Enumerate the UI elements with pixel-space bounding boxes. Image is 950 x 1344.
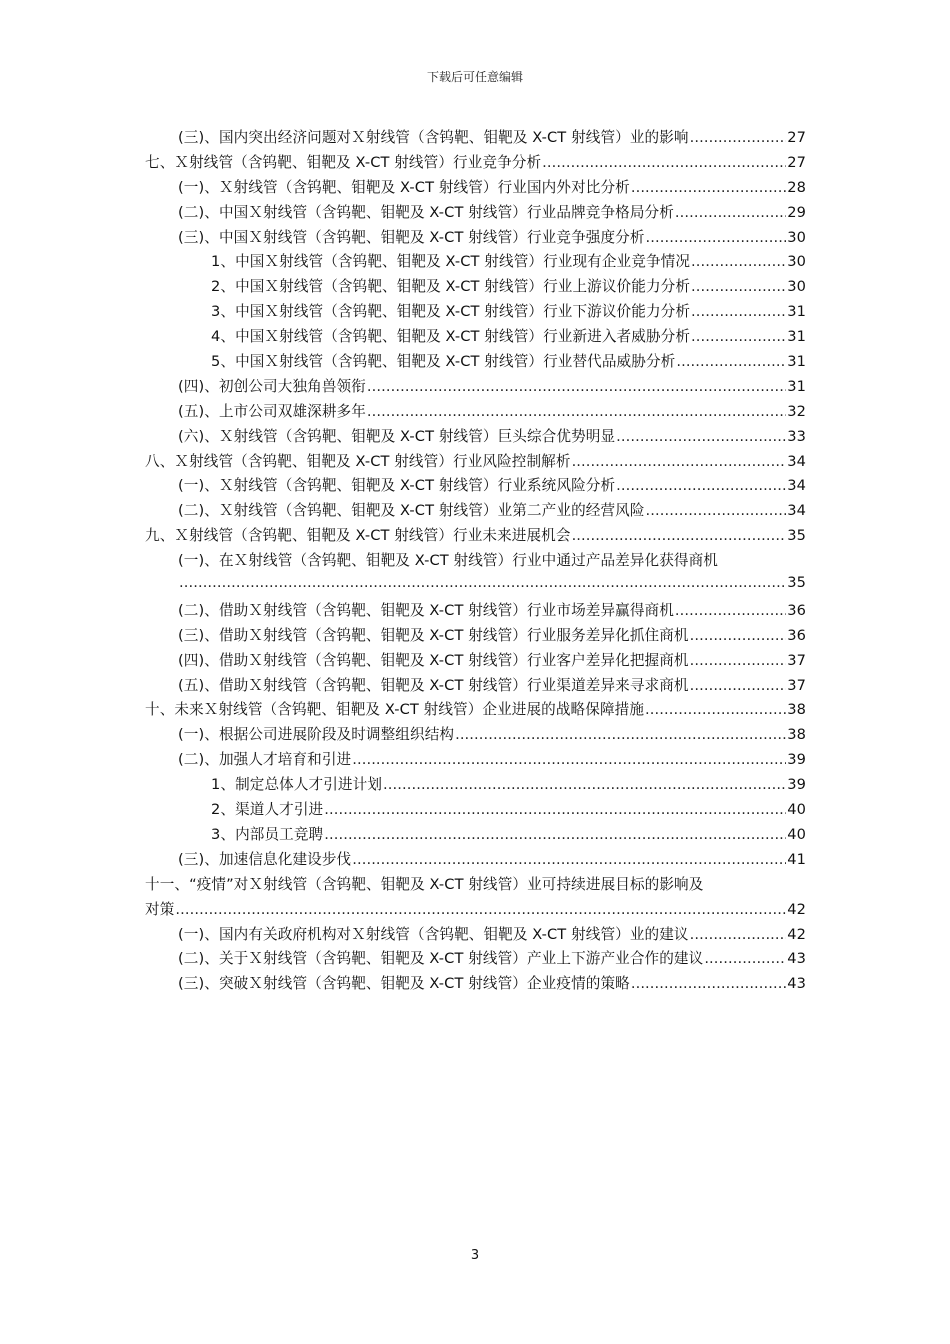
toc-entry[interactable] <box>145 549 806 574</box>
toc-page-number: 42 <box>787 900 806 918</box>
toc-entry-title: 1、制定总体人才引进计划 <box>211 776 383 794</box>
dot-leader <box>691 328 786 345</box>
dot-leader <box>691 278 786 295</box>
toc-entry-title: 七、Ｘ射线管（含钨靶、钼靶及 X-CT 射线管）行业竞争分析 <box>145 153 542 171</box>
toc-page-number: 30 <box>787 253 806 271</box>
toc-entry-title: (二)、加强人才培育和引进 <box>178 751 352 769</box>
toc-page-number: 30 <box>787 278 806 296</box>
toc-entry-title: (五)、上市公司双雄深耕多年 <box>178 402 366 420</box>
toc-entry-title: (三)、国内突出经济问题对Ｘ射线管（含钨靶、钼靶及 X-CT 射线管）业的影响 <box>178 129 689 146</box>
toc-entry[interactable] <box>145 972 806 997</box>
toc-entry[interactable] <box>145 848 806 873</box>
page-number: 3 <box>470 1248 480 1263</box>
dot-leader <box>690 926 787 943</box>
dot-leader <box>646 229 787 246</box>
toc-entry[interactable] <box>145 773 806 798</box>
toc-page-number: 41 <box>787 850 806 868</box>
dot-leader <box>676 353 786 370</box>
toc-entry-title: (五)、借助Ｘ射线管（含钨靶、钼靶及 X-CT 射线管）行业渠道差异来寻求商机 <box>178 676 689 694</box>
toc-entry[interactable] <box>145 176 806 201</box>
toc-entry[interactable] <box>145 350 806 375</box>
dot-leader <box>675 602 786 619</box>
toc-page-number: 33 <box>787 427 806 445</box>
dot-leader <box>572 453 787 470</box>
toc-entry[interactable] <box>145 300 806 325</box>
toc-entry-continuation[interactable] <box>145 574 806 599</box>
toc-entry-title: 1、中国Ｘ射线管（含钨靶、钼靶及 X-CT 射线管）行业现有企业竞争情况 <box>211 253 691 271</box>
toc-page-number: 39 <box>787 751 806 769</box>
toc-page-number: 38 <box>787 726 806 744</box>
toc-entry-title: (四)、初创公司大独角兽领衔 <box>178 377 366 395</box>
toc-entry[interactable] <box>145 723 806 748</box>
toc-entry-title: 3、中国Ｘ射线管（含钨靶、钼靶及 X-CT 射线管）行业下游议价能力分析 <box>211 303 691 321</box>
toc-entry-title-cont: 对策 <box>145 900 175 918</box>
toc-entry[interactable] <box>145 375 806 400</box>
toc-entry[interactable] <box>145 748 806 773</box>
toc-entry[interactable] <box>145 823 806 848</box>
toc-entry-title: (三)、中国Ｘ射线管（含钨靶、钼靶及 X-CT 射线管）行业竞争强度分析 <box>178 228 645 246</box>
toc-page-number: 34 <box>787 502 806 520</box>
toc-entry[interactable] <box>145 400 806 425</box>
toc-page-number: 38 <box>787 701 806 719</box>
toc-entry-continuation[interactable] <box>145 898 806 923</box>
toc-page-number: 31 <box>787 377 806 395</box>
toc-entry-title: 3、内部员工竞聘 <box>211 825 324 843</box>
toc-entry[interactable] <box>145 674 806 699</box>
toc-entry[interactable] <box>145 201 806 226</box>
toc-page-number: 43 <box>787 950 806 968</box>
toc-entry-title: (一)、根据公司进展阶段及时调整组织结构 <box>178 726 455 744</box>
toc-entry-title: (二)、中国Ｘ射线管（含钨靶、钼靶及 X-CT 射线管）行业品牌竞争格局分析 <box>178 203 674 221</box>
toc-page-number: 35 <box>787 527 806 545</box>
toc-page-number: 31 <box>787 353 806 371</box>
dot-leader <box>324 801 786 818</box>
dot-leader <box>690 652 787 669</box>
toc-entry[interactable] <box>145 524 806 549</box>
toc-entry[interactable] <box>145 499 806 524</box>
dot-leader <box>175 901 786 918</box>
toc-page-number: 39 <box>787 776 806 794</box>
table-of-contents <box>145 126 806 997</box>
toc-entry-title: (六)、Ｘ射线管（含钨靶、钼靶及 X-CT 射线管）巨头综合优势明显 <box>178 427 616 445</box>
toc-entry-title: 十一、“疫情”对Ｘ射线管（含钨靶、钼靶及 X-CT 射线管）业可持续进展目标的影响及 <box>145 875 704 893</box>
dot-leader <box>542 154 786 171</box>
page-header: 下载后可任意编辑 <box>426 70 523 84</box>
toc-entry-title: 4、中国Ｘ射线管（含钨靶、钼靶及 X-CT 射线管）行业新进入者威胁分析 <box>211 328 691 346</box>
toc-entry-title: (三)、突破Ｘ射线管（含钨靶、钼靶及 X-CT 射线管）企业疫情的策略 <box>178 975 630 993</box>
toc-entry-title: 十、未来Ｘ射线管（含钨靶、钼靶及 X-CT 射线管）企业进展的战略保障措施 <box>145 701 645 719</box>
toc-page-number: 35 <box>787 574 806 592</box>
toc-page-number: 36 <box>787 601 806 619</box>
toc-entry-title: (三)、加速信息化建设步伐 <box>178 850 352 868</box>
toc-entry[interactable] <box>145 599 806 624</box>
dot-leader <box>691 253 786 270</box>
dot-leader <box>691 303 786 320</box>
dot-leader <box>690 627 787 644</box>
toc-entry-title: 2、中国Ｘ射线管（含钨靶、钼靶及 X-CT 射线管）行业上游议价能力分析 <box>211 278 691 296</box>
toc-entry[interactable] <box>145 151 806 176</box>
toc-entry[interactable] <box>145 798 806 823</box>
toc-entry-title: (二)、借助Ｘ射线管（含钨靶、钼靶及 X-CT 射线管）行业市场差异赢得商机 <box>178 601 674 619</box>
toc-entry-title: 九、Ｘ射线管（含钨靶、钼靶及 X-CT 射线管）行业未来进展机会 <box>145 527 571 545</box>
toc-page-number: 28 <box>787 178 806 196</box>
toc-entry[interactable] <box>145 698 806 723</box>
toc-entry[interactable] <box>145 425 806 450</box>
toc-entry[interactable] <box>145 250 806 275</box>
toc-entry[interactable] <box>145 474 806 499</box>
toc-entry[interactable] <box>145 226 806 251</box>
dot-leader <box>631 975 786 992</box>
toc-page-number: 27 <box>787 129 806 146</box>
toc-page-number: 40 <box>787 801 806 819</box>
toc-entry[interactable] <box>145 873 806 898</box>
toc-page-number: 43 <box>787 975 806 993</box>
dot-leader <box>352 751 786 768</box>
toc-entry[interactable] <box>145 947 806 972</box>
toc-entry-title: (四)、借助Ｘ射线管（含钨靶、钼靶及 X-CT 射线管）行业客户差异化把握商机 <box>178 651 689 669</box>
toc-entry[interactable] <box>145 450 806 475</box>
dot-leader <box>675 204 786 221</box>
toc-page-number: 30 <box>787 228 806 246</box>
toc-page-number: 37 <box>787 676 806 694</box>
toc-entry-title: (一)、Ｘ射线管（含钨靶、钼靶及 X-CT 射线管）行业国内外对比分析 <box>178 178 630 196</box>
toc-page-number: 40 <box>787 825 806 843</box>
toc-page-number: 31 <box>787 328 806 346</box>
toc-entry[interactable] <box>145 126 806 151</box>
toc-page-number: 27 <box>787 153 806 171</box>
toc-entry[interactable] <box>145 649 806 674</box>
dot-leader <box>616 477 786 494</box>
dot-leader <box>383 776 786 793</box>
dot-leader <box>631 179 786 196</box>
toc-entry-title: (二)、Ｘ射线管（含钨靶、钼靶及 X-CT 射线管）业第二产业的经营风险 <box>178 502 645 520</box>
dot-leader <box>572 527 787 544</box>
toc-entry-title: 2、渠道人才引进 <box>211 801 324 819</box>
toc-page-number: 34 <box>787 452 806 470</box>
dot-leader <box>179 574 786 591</box>
dot-leader <box>690 677 787 694</box>
dot-leader <box>646 502 787 519</box>
toc-page-number: 36 <box>787 626 806 644</box>
dot-leader <box>704 950 786 967</box>
toc-page-number: 37 <box>787 651 806 669</box>
toc-entry-title: 八、Ｘ射线管（含钨靶、钼靶及 X-CT 射线管）行业风险控制解析 <box>145 452 571 470</box>
toc-entry-title: (一)、Ｘ射线管（含钨靶、钼靶及 X-CT 射线管）行业系统风险分析 <box>178 477 616 495</box>
dot-leader <box>352 851 786 868</box>
toc-entry-title: (三)、借助Ｘ射线管（含钨靶、钼靶及 X-CT 射线管）行业服务差异化抓住商机 <box>178 626 689 644</box>
dot-leader <box>616 428 786 445</box>
dot-leader <box>324 826 786 843</box>
toc-entry[interactable] <box>145 325 806 350</box>
dot-leader <box>690 129 787 146</box>
toc-page-number: 29 <box>787 203 806 221</box>
toc-page-number: 31 <box>787 303 806 321</box>
toc-page-number: 42 <box>787 925 806 943</box>
toc-entry-title: (一)、国内有关政府机构对Ｘ射线管（含钨靶、钼靶及 X-CT 射线管）业的建议 <box>178 925 689 943</box>
toc-entry-title: (二)、关于Ｘ射线管（含钨靶、钼靶及 X-CT 射线管）产业上下游产业合作的建议 <box>178 950 704 968</box>
toc-entry[interactable] <box>145 275 806 300</box>
toc-page-number: 34 <box>787 477 806 495</box>
dot-leader <box>367 403 786 420</box>
dot-leader <box>367 378 786 395</box>
toc-entry[interactable] <box>145 624 806 649</box>
toc-entry-title: (一)、在Ｘ射线管（含钨靶、钼靶及 X-CT 射线管）行业中通过产品差异化获得商机 <box>178 552 719 570</box>
toc-entry[interactable] <box>145 923 806 948</box>
toc-entry-title: 5、中国Ｘ射线管（含钨靶、钼靶及 X-CT 射线管）行业替代品威胁分析 <box>211 353 676 371</box>
dot-leader <box>455 726 786 743</box>
dot-leader <box>645 701 786 718</box>
toc-page-number: 32 <box>787 402 806 420</box>
